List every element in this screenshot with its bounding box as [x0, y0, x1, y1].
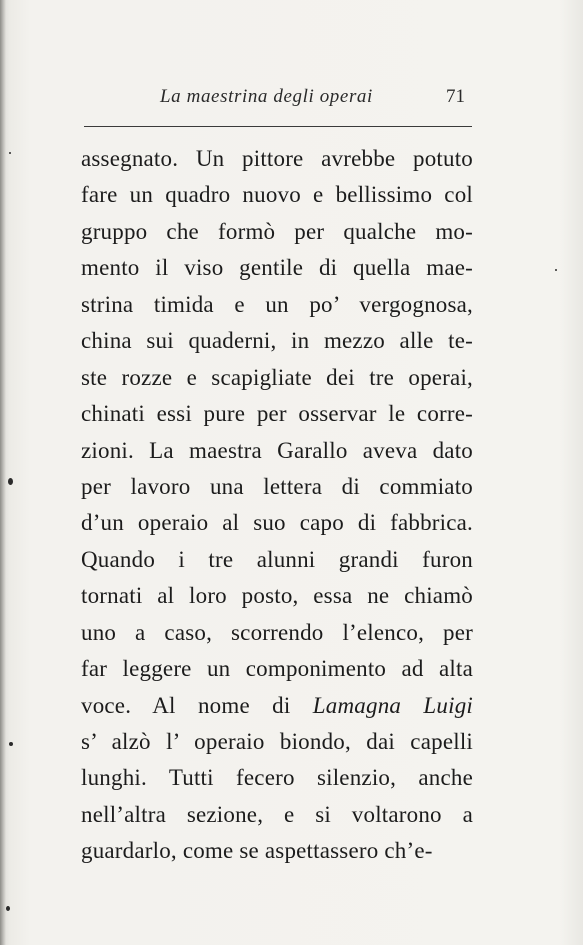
print-speck — [8, 478, 13, 485]
text-line: tornati al loro posto, essa ne chiamò — [81, 583, 473, 609]
text-line: far leggere un componimento ad alta — [81, 656, 473, 682]
text-line: chinati essi pure per osservar le corre- — [81, 401, 473, 427]
body-text — [81, 141, 473, 870]
text-line: gruppo che formò per qualche mo- — [81, 218, 473, 244]
italic-name: Lamagna Luigi — [312, 692, 473, 718]
print-speck — [9, 152, 11, 154]
print-speck — [6, 906, 10, 911]
text-line: lunghi. Tutti fecero silenzio, anche — [81, 765, 473, 791]
text-line: d’un operaio al suo capo di fabbrica. — [81, 510, 473, 536]
text-line: mento il viso gentile di quella mae- — [81, 255, 473, 281]
page-number: 71 — [446, 86, 465, 107]
text-line: ste rozze e scapigliate dei tre operai, — [81, 364, 473, 390]
running-head: La maestrina degli operai — [160, 86, 373, 107]
binding-edge — [0, 0, 6, 945]
text-line: uno a caso, scorrendo l’elenco, per — [81, 619, 473, 645]
text-line: strina timida e un po’ vergognosa, — [81, 291, 473, 317]
text-line: s’ alzò l’ operaio biondo, dai capelli — [81, 729, 473, 754]
print-speck — [9, 742, 13, 746]
text-line: zioni. La maestra Garallo aveva dato — [81, 437, 473, 463]
text-line: assegnato. Un pittore avrebbe potuto — [81, 146, 473, 171]
text-line: Quando i tre alunni grandi furon — [81, 546, 473, 572]
text-line: fare un quadro nuovo e bellissimo col — [81, 182, 473, 208]
header-rule — [84, 126, 472, 127]
text-line: nell’altra sezione, e si voltarono a — [81, 801, 473, 827]
text-line: voce. Al nome di Lamagna Luigi — [81, 692, 473, 718]
print-speck — [555, 269, 557, 271]
text-line: guardarlo, come se aspettassero ch’e- — [81, 838, 433, 864]
text-line: per lavoro una lettera di commiato — [81, 473, 473, 499]
text-line: china sui quaderni, in mezzo alle te- — [81, 328, 473, 354]
